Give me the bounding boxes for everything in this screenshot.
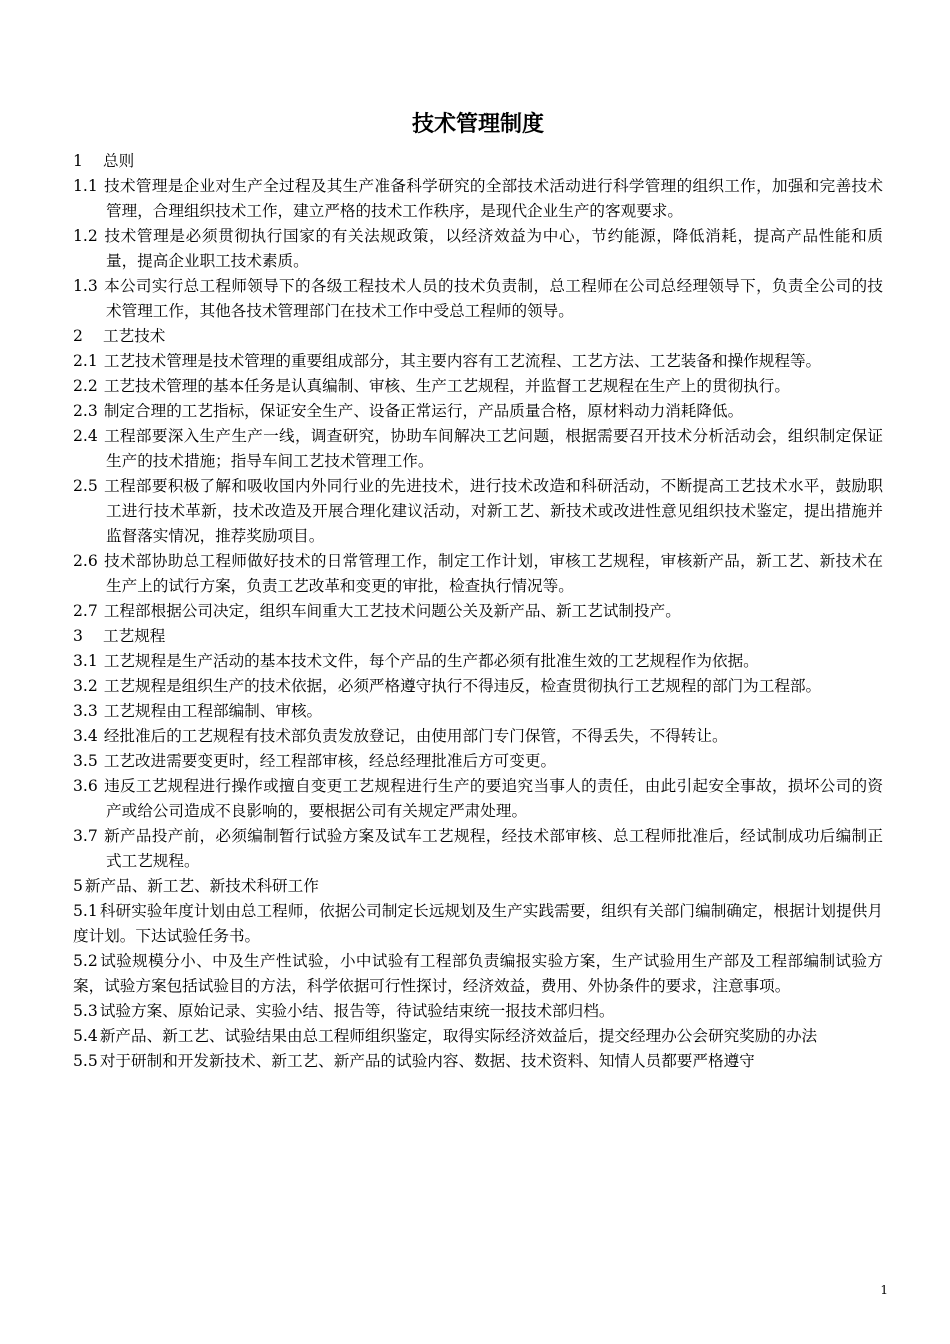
clause-paragraph xyxy=(73,649,883,674)
clause-number: 5.5 xyxy=(73,1052,98,1070)
clause-text: 技术部协助总工程师做好技术的日常管理工作，制定工作计划，审核工艺规程，审核新产品，新工艺、新技术在生产上的试行方案，负责工艺改革和变更的审批，检查执行情况等。 xyxy=(103,552,883,595)
clause-number: 3.4 xyxy=(73,727,98,745)
clause-number: 5.4 xyxy=(73,1027,98,1045)
clause-number: 2.1 xyxy=(73,352,98,370)
clause-paragraph xyxy=(73,474,883,549)
document-body xyxy=(73,149,883,1074)
clause-number: 1.2 xyxy=(73,227,98,245)
clause-text: 工艺技术管理的基本任务是认真编制、审核、生产工艺规程，并监督工艺规程在生产上的贯彻执行。 xyxy=(103,377,790,395)
section-heading xyxy=(73,624,883,649)
clause-paragraph xyxy=(73,1049,883,1074)
clause-text: 工艺规程由工程部编制、审核。 xyxy=(103,702,323,720)
clause-text: 制定合理的工艺指标，保证安全生产、设备正常运行，产品质量合格，原材料动力消耗降低。 xyxy=(103,402,744,420)
section-number: 5 xyxy=(73,877,83,895)
clause-paragraph xyxy=(73,1024,883,1049)
clause-number: 3.3 xyxy=(73,702,98,720)
clause-text: 新产品、新工艺、试验结果由总工程师组织鉴定，取得实际经济效益后，提交经理办公会研究奖励的办法 xyxy=(99,1027,818,1045)
clause-paragraph xyxy=(73,899,883,949)
clause-number: 3.1 xyxy=(73,652,98,670)
clause-paragraph xyxy=(73,949,883,999)
document-title: 技术管理制度 xyxy=(411,112,544,137)
clause-paragraph xyxy=(73,349,883,374)
clause-paragraph xyxy=(73,274,883,324)
section-title: 总则 xyxy=(103,152,135,170)
clause-paragraph xyxy=(73,224,883,274)
clause-text: 工艺技术管理是技术管理的重要组成部分，其主要内容有工艺流程、工艺方法、工艺装备和操作规程等。 xyxy=(103,352,822,370)
clause-number: 2.4 xyxy=(73,427,98,445)
section-heading xyxy=(73,874,883,899)
clause-number: 2.6 xyxy=(73,552,98,570)
clause-number: 1.1 xyxy=(73,177,98,195)
clause-text: 工艺规程是组织生产的技术依据，必须严格遵守执行不得违反，检查贯彻执行工艺规程的部门为工程部。 xyxy=(103,677,822,695)
clause-paragraph xyxy=(73,174,883,224)
clause-text: 试验规模分小、中及生产性试验，小中试验有工程部负责编报实验方案，生产试验用生产部及工程部编制试验方案，试验方案包括试验目的方法，科学依据可行性探讨，经济效益，费用、外协条件的要求，注意事项。 xyxy=(73,952,883,995)
clause-number: 5.1 xyxy=(73,902,98,920)
clause-paragraph xyxy=(73,674,883,699)
clause-text: 工艺改进需要变更时，经工程部审核，经总经理批准后方可变更。 xyxy=(103,752,557,770)
clause-text: 工程部根据公司决定，组织车间重大工艺技术问题公关及新产品、新工艺试制投产。 xyxy=(103,602,681,620)
clause-text: 本公司实行总工程师领导下的各级工程技术人员的技术负责制，总工程师在公司总经理领导下，负责全公司的技术管理工作，其他各技术管理部门在技术工作中受总工程师的领导。 xyxy=(103,277,883,320)
clause-text: 对于研制和开发新技术、新工艺、新产品的试验内容、数据、技术资料、知情人员都要严格遵守 xyxy=(99,1052,755,1070)
clause-number: 2.5 xyxy=(73,477,98,495)
section-number: 1 xyxy=(73,152,83,170)
clause-paragraph xyxy=(73,599,883,624)
section-title: 工艺规程 xyxy=(103,627,166,645)
clause-paragraph xyxy=(73,374,883,399)
clause-text: 经批准后的工艺规程有技术部负责发放登记，由使用部门专门保管，不得丢失，不得转让。 xyxy=(103,727,728,745)
clause-paragraph xyxy=(73,999,883,1024)
clause-number: 3.7 xyxy=(73,827,98,845)
clause-text: 技术管理是必须贯彻执行国家的有关法规政策，以经济效益为中心，节约能源，降低消耗，提高产品性能和质量，提高企业职工技术素质。 xyxy=(103,227,883,270)
clause-paragraph xyxy=(73,724,883,749)
section-title: 新产品、新工艺、新技术科研工作 xyxy=(84,877,319,895)
clause-number: 2.2 xyxy=(73,377,98,395)
clause-paragraph xyxy=(73,699,883,724)
section-heading xyxy=(73,324,883,349)
clause-number: 3.6 xyxy=(73,777,98,795)
clause-paragraph xyxy=(73,424,883,474)
clause-number: 2.7 xyxy=(73,602,98,620)
clause-text: 工程部要深入生产生产一线，调查研究，协助车间解决工艺问题，根据需要召开技术分析活动会，组织制定保证生产的技术措施；指导车间工艺技术管理工作。 xyxy=(103,427,883,470)
clause-paragraph xyxy=(73,549,883,599)
section-title: 工艺技术 xyxy=(103,327,166,345)
clause-text: 科研实验年度计划由总工程师，依据公司制定长远规划及生产实践需要，组织有关部门编制确定，根据计划提供月度计划。下达试验任务书。 xyxy=(73,902,883,945)
clause-text: 工程部要积极了解和吸收国内外同行业的先进技术，进行技术改造和科研活动，不断提高工艺技术水平，鼓励职工进行技术革新，技术改造及开展合理化建议活动，对新工艺、新技术或改进性意见组织技术鉴定，提出措施并监督落实情况，推荐奖励项目。 xyxy=(103,477,883,545)
clause-text: 新产品投产前，必须编制暂行试验方案及试车工艺规程，经技术部审核、总工程师批准后，经试制成功后编制正式工艺规程。 xyxy=(103,827,883,870)
clause-text: 试验方案、原始记录、实验小结、报告等，待试验结束统一报技术部归档。 xyxy=(99,1002,615,1020)
section-number: 2 xyxy=(73,327,83,345)
section-number: 3 xyxy=(73,627,83,645)
section-heading xyxy=(73,149,883,174)
clause-number: 3.2 xyxy=(73,677,98,695)
clause-paragraph xyxy=(73,749,883,774)
clause-number: 5.3 xyxy=(73,1002,98,1020)
page-number: 1 xyxy=(880,1283,888,1297)
clause-paragraph xyxy=(73,399,883,424)
clause-text: 违反工艺规程进行操作或擅自变更工艺规程进行生产的要追究当事人的责任，由此引起安全事故，损坏公司的资产或给公司造成不良影响的，要根据公司有关规定严肃处理。 xyxy=(103,777,883,820)
clause-paragraph xyxy=(73,774,883,824)
clause-number: 5.2 xyxy=(73,952,98,970)
clause-number: 2.3 xyxy=(73,402,98,420)
clause-text: 工艺规程是生产活动的基本技术文件，每个产品的生产都必须有批准生效的工艺规程作为依据。 xyxy=(103,652,759,670)
clause-paragraph xyxy=(73,824,883,874)
clause-number: 1.3 xyxy=(73,277,98,295)
clause-text: 技术管理是企业对生产全过程及其生产准备科学研究的全部技术活动进行科学管理的组织工作，加强和完善技术管理，合理组织技术工作，建立严格的技术工作秩序，是现代企业生产的客观要求。 xyxy=(103,177,883,220)
clause-number: 3.5 xyxy=(73,752,98,770)
